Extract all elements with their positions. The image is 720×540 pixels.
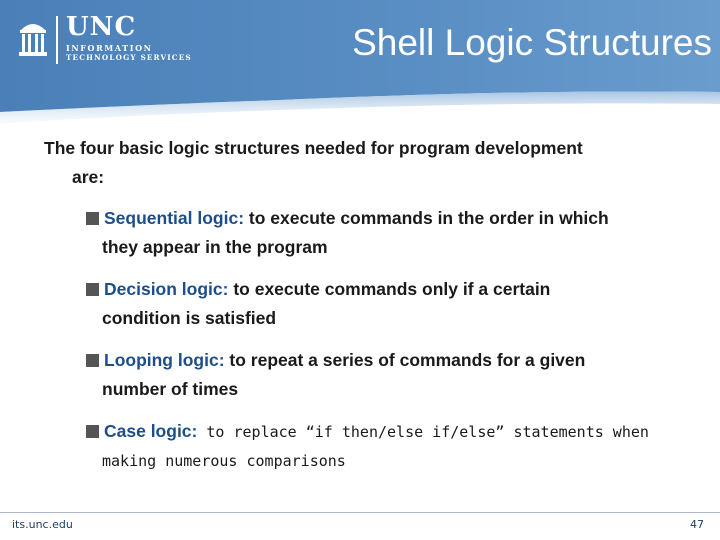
item-continuation: number of times <box>102 379 239 399</box>
term: Looping logic: <box>104 350 225 370</box>
square-bullet-icon <box>86 425 99 438</box>
intro-text <box>44 134 684 192</box>
unc-its-logo <box>18 14 198 66</box>
list-item-looping <box>86 346 706 404</box>
term: Sequential logic: <box>104 208 245 228</box>
slide-title: Shell Logic Structures <box>352 22 712 63</box>
item-continuation: condition is satisfied <box>102 308 277 328</box>
term: Case logic: <box>104 421 198 441</box>
item-continuation: making numerous comparisons <box>102 452 346 470</box>
item-text: to execute commands in the order in which <box>244 208 609 228</box>
list-item-decision <box>86 275 706 333</box>
footer-divider <box>0 512 720 513</box>
intro-line-2: are: <box>72 167 105 187</box>
item-text: to repeat a series of commands for a given <box>224 350 586 370</box>
logo-wordmark: UNC <box>66 12 137 42</box>
item-text: to replace “if then/else if/else” statements when <box>197 423 649 441</box>
list-item-sequential <box>86 204 706 262</box>
square-bullet-icon <box>86 283 99 296</box>
logo-line-1: INFORMATION <box>66 43 153 53</box>
square-bullet-icon <box>86 354 99 367</box>
logo-divider <box>56 16 58 64</box>
page-number: 47 <box>690 518 704 531</box>
list-item-case <box>86 417 706 476</box>
square-bullet-icon <box>86 212 99 225</box>
term: Decision logic: <box>104 279 229 299</box>
logo-line-2: TECHNOLOGY SERVICES <box>66 53 192 62</box>
footer-url: its.unc.edu <box>12 518 73 531</box>
intro-line-1: The four basic logic structures needed for program development <box>44 138 583 158</box>
item-continuation: they appear in the program <box>102 237 328 257</box>
old-well-icon <box>18 18 48 58</box>
item-text: to execute commands only if a certain <box>228 279 551 299</box>
logic-list <box>86 204 706 489</box>
